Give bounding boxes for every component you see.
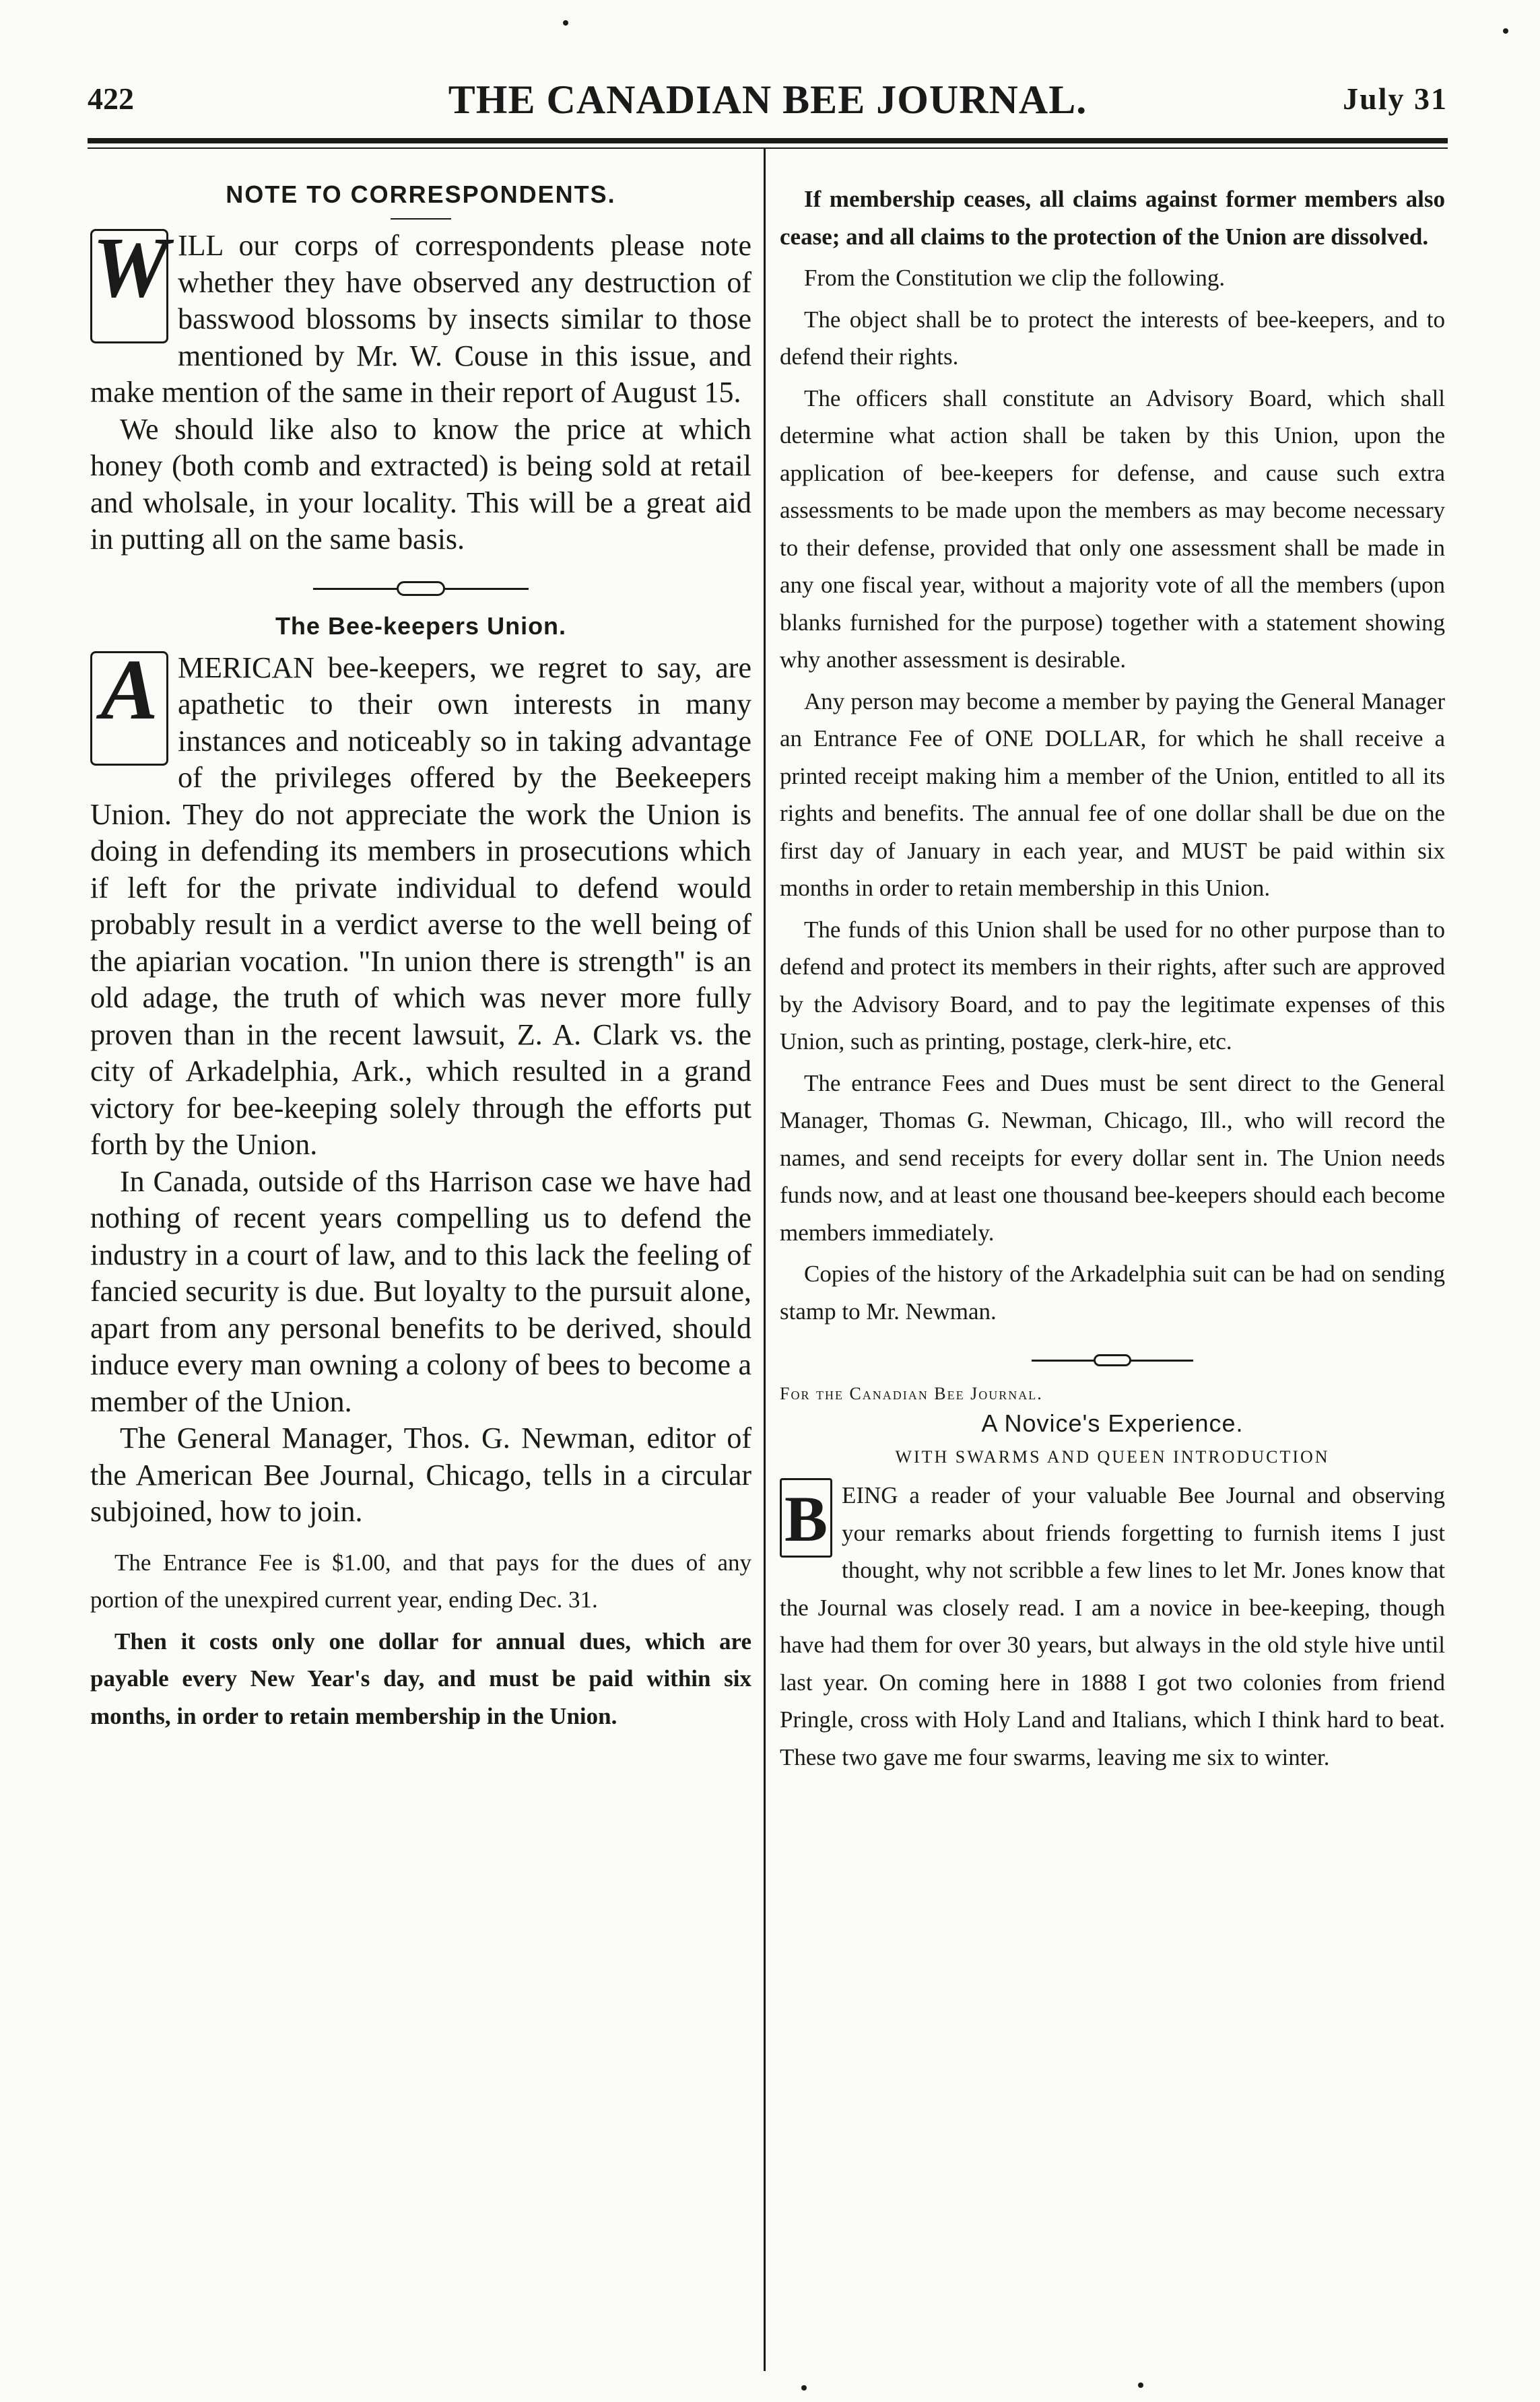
- history-copies-paragraph: Copies of the history of the Arkadelphia suit can be had on sending stamp to Mr. Newman.: [780, 1261, 1445, 1325]
- note-paragraph-1: ILL our corps of correspondents please note whether they have observed any destruction of basswood blossoms by insects similar to those mentioned by Mr. W. Couse in this issue, and make mention of the same in their report of August 15.: [90, 229, 751, 409]
- member-fee-paragraph: Any person may become a member by paying the General Manager an Entrance Fee of ONE DOLLAR, for which he shall receive a printed receipt making him a member of the Union, entitled to all its rights and benefits. The annual fee of one dollar shall be due on the first day of January in each year, and MUST be paid within six months in order to retain membership in this Union.: [780, 688, 1445, 901]
- entrance-fee-paragraph: The Entrance Fee is $1.00, and that pays for the dues of any portion of the unexpired current year, ending Dec. 31.: [90, 1549, 751, 1613]
- constitution-intro: From the Constitution we clip the following.: [804, 265, 1226, 291]
- novice-byline: For the Canadian Bee Journal.: [780, 1384, 1043, 1403]
- novice-title: A Novice's Experience.: [981, 1409, 1244, 1437]
- membership-paragraph: If membership ceases, all claims against former members also cease; and all claims to the protection of the Union are dissolved.: [780, 186, 1445, 250]
- left-column: [90, 180, 751, 1739]
- dropcap-b: B: [780, 1478, 832, 1558]
- column-divider: [764, 149, 766, 2371]
- header-rule-thick: [88, 138, 1448, 143]
- novice-paragraph-1: EING a reader of your valuable Bee Journal and observing your remarks about friends forgetting to furnish items I just thought, why not scribble a few lines to let Mr. Jones know that the Journal was closely read. I am a novice in bee-keeping, though have had them for over 30 years, but always in the old style hive until last year. On coming here in 1888 I got two colonies from friend Pringle, cross with Holy Land and Italians, which I think hard to beat. These two gave me four swarms, leaving me six to winter.: [780, 1482, 1445, 1770]
- fees-dues-paragraph: The entrance Fees and Dues must be sent direct to the General Manager, Thomas G. Newman, Chicago, Ill., who will record the names, and send receipts for every dollar sent in. The Union needs funds now, and at least one thousand bee-keepers should each become members immediately.: [780, 1069, 1445, 1246]
- section-ornament: [780, 1349, 1445, 1373]
- union-paragraph-3: The General Manager, Thos. G. Newman, editor of the American Bee Journal, Chicago, tells in a circular subjoined, how to join.: [90, 1422, 751, 1528]
- novice-subtitle: WITH SWARMS AND QUEEN INTRODUCTION: [895, 1447, 1330, 1467]
- heading-rule: [391, 218, 451, 220]
- note-paragraph-2: We should like also to know the price at which honey (both comb and extracted) is being sold at retail and wholsale, in your locality. This will be a great aid in putting all on the same basis.: [90, 412, 751, 556]
- union-circular: [90, 1544, 751, 1735]
- annual-dues-paragraph: Then it costs only one dollar for annual dues, which are payable every New Year's day, and must be paid within six months, in order to retain membership in the Union.: [90, 1628, 751, 1729]
- print-speck: [1503, 28, 1508, 34]
- note-article: [90, 220, 751, 558]
- union-heading: The Bee-keepers Union.: [275, 611, 567, 640]
- section-ornament: [90, 577, 751, 601]
- union-paragraph-1: MERICAN bee-keepers, we regret to say, are apathetic to their own interests in many instances and noticeably so in taking advantage of the privileges offered by the Beekeepers Union. They do not appreciate the work the Union is doing in defending its members in prosecutions which if left for the private individual to defend would probably result in a verdict averse to the well being of the apiarian vocation. "In union there is strength" is an old adage, the truth of which was never more fully proven than in the recent lawsuit, Z. A. Clark vs. the city of Arkadelphia, Ark., which resulted in a grand victory for bee-keeping solely through the efforts put forth by the Union.: [90, 650, 751, 1161]
- officers-paragraph: The officers shall constitute an Advisory Board, which shall determine what action shall be taken by this Union, upon the application of bee-keepers for defense, and cause such extra assessments to be made upon the members as may become necessary to their defense, provided that only one assessment shall be made in any one fiscal year, without a majority vote of all the members (upon blanks furnished for the purpose) together with a statement showing why another assessment is desirable.: [780, 385, 1445, 673]
- note-heading: NOTE TO CORRESPONDENTS.: [226, 180, 616, 208]
- funds-paragraph: The funds of this Union shall be used for no other purpose than to defend and protect its members in their rights, after such are approved by the Advisory Board, and to pay the legitimate expenses of this Union, such as printing, postage, clerk-hire, etc.: [780, 916, 1445, 1055]
- right-column: [780, 180, 1445, 1780]
- union-article: [90, 641, 751, 1531]
- page-header: [88, 77, 1448, 135]
- dropcap-a: A: [90, 651, 168, 766]
- novice-article: [780, 1477, 1445, 1776]
- print-speck: [801, 2385, 807, 2391]
- header-rule-thin: [88, 147, 1448, 149]
- print-speck: [1138, 2382, 1143, 2388]
- dropcap-w: W: [90, 229, 168, 343]
- page-number: 422: [88, 81, 134, 116]
- issue-date: July 31: [1343, 81, 1448, 116]
- print-speck: [563, 20, 568, 26]
- constitution-excerpt: [780, 180, 1445, 1330]
- journal-title: THE CANADIAN BEE JOURNAL.: [448, 77, 1087, 122]
- object-paragraph: The object shall be to protect the interests of bee-keepers, and to defend their rights.: [780, 306, 1445, 370]
- union-paragraph-2: In Canada, outside of ths Harrison case we have had nothing of recent years compelling us to defend the industry in a court of law, and to this lack the feeling of fancied security is due. But loyalty to the pursuit alone, apart from any personal benefits to be derived, should induce every man owning a colony of bees to become a member of the Union.: [90, 1164, 751, 1418]
